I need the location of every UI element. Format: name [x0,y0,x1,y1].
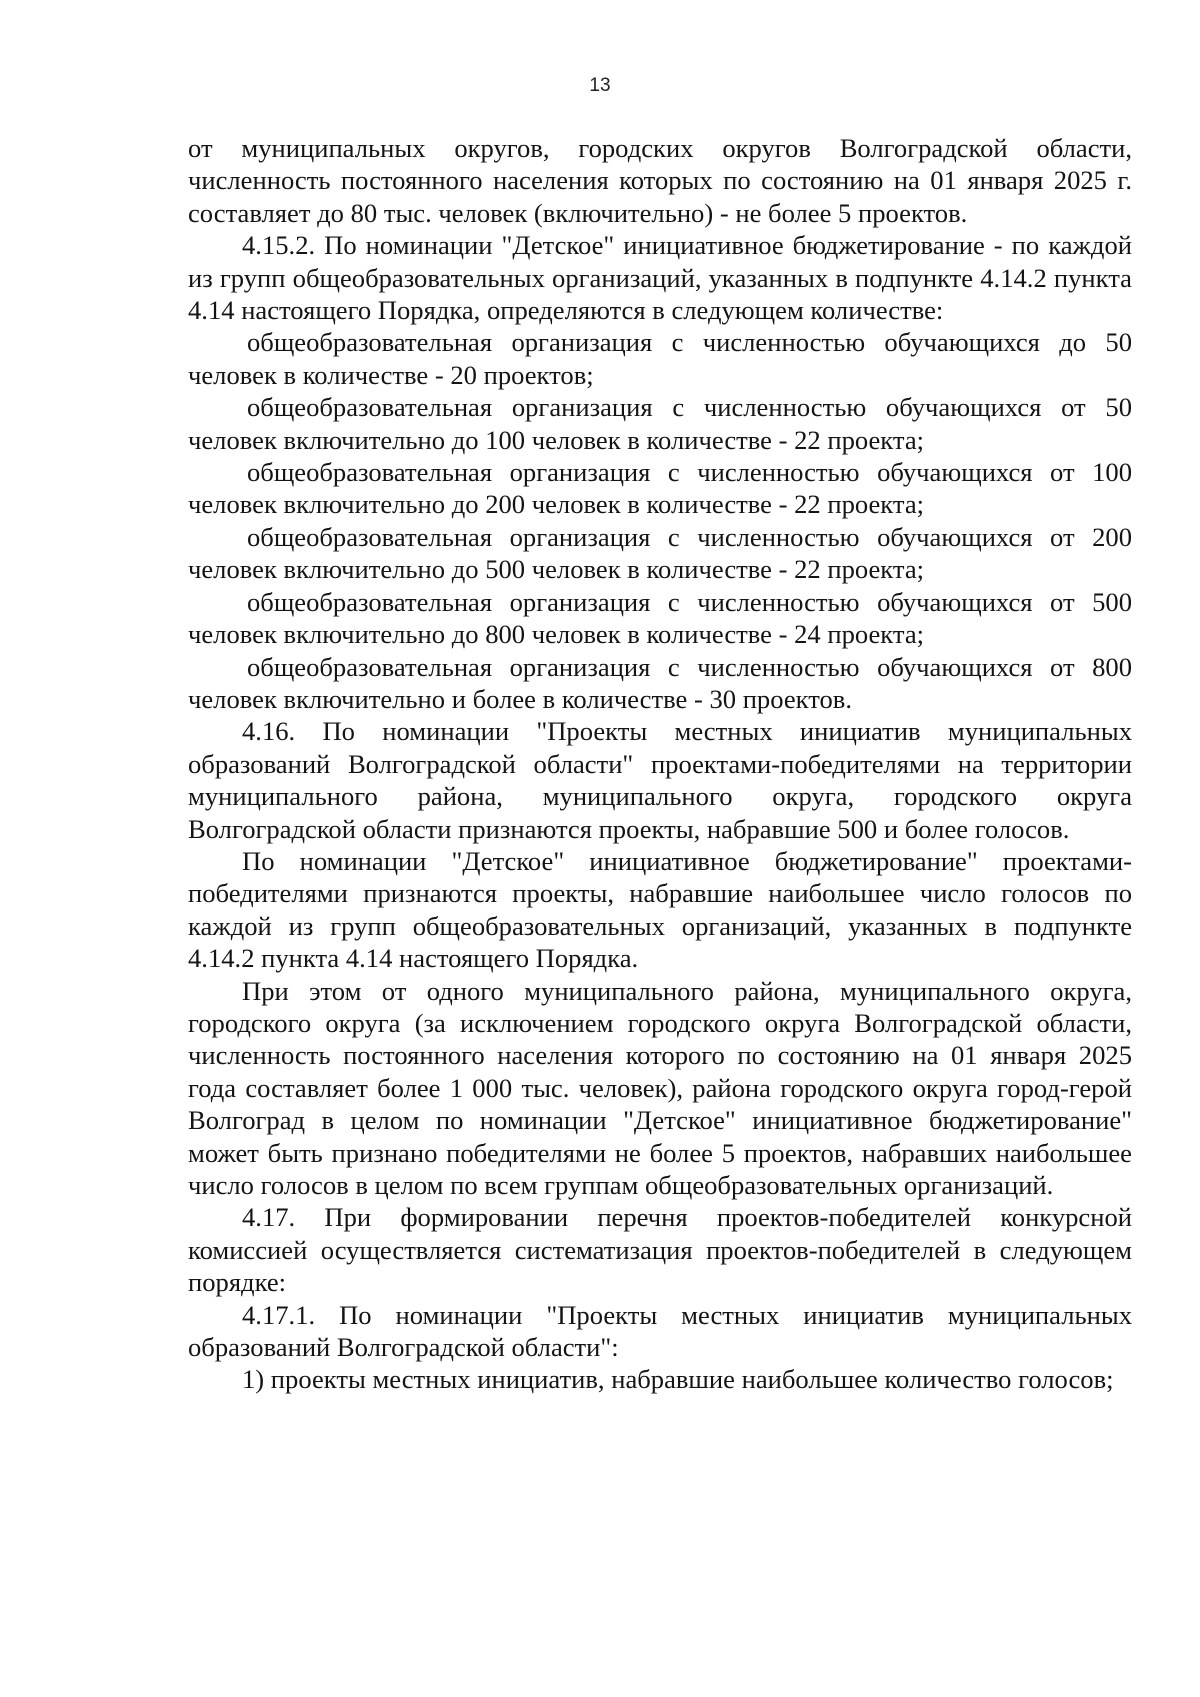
paragraph-continuation: от муниципальных округов, городских округов Волгоградской области, численность постоянного населения которых по состоянию на 01 января 2025 г. составляет до 80 тыс. человек (включительно) - не более 5 проектов. [188,133,1132,228]
list-item-100-to-200: общеобразовательная организация с численностью обучающихся от 100 человек включительно до 200 человек в количестве - 22 проекта; [188,457,1132,520]
paragraph-4-15-2: 4.15.2. По номинации "Детское" инициативное бюджетирование - по каждой из групп общеобразовательных организаций, указанных в подпункте 4.14.2 пункта 4.14 настоящего Порядка, определяются в следующем количестве: [188,230,1132,326]
paragraph-4-17-1: 4.17.1. По номинации "Проекты местных инициатив муниципальных образований Волгоградской области": [188,1299,1132,1363]
list-item-800-and-more: общеобразовательная организация с численностью обучающихся от 800 человек включительно и более в количестве - 30 проектов. [188,651,1132,714]
paragraph-item-1: 1) проекты местных инициатив, набравшие наибольшее количество голосов; [242,1364,1114,1395]
list-item-50-to-100: общеобразовательная организация с численностью обучающихся от 50 человек включительно до 100 человек в количестве - 22 проекта; [188,392,1132,455]
paragraph-4-16: 4.16. По номинации "Проекты местных инициатив муниципальных образований Волгоградской области" проектами-победителями на территории муниципального района, муниципального округа, городского округа Волгоградской области признаются проекты, набравшие 500 и более голосов. [188,716,1132,844]
document-body [188,132,1132,1396]
paragraph-childrens-nomination: По номинации "Детское" инициативное бюджетирование" проектами-победителями признаются проекты, набравшие наибольшее число голосов по каждой из групп общеобразовательных организаций, указанных в подпункте 4.14.2 пункта 4.14 настоящего Порядка. [188,845,1132,974]
paragraph-limit-per-district: При этом от одного муниципального района, муниципального округа, городского округа (за исключением городского округа Волгоградской области, численность постоянного населения которого по состоянию на 01 января 2025 года составляет более 1 000 тыс. человек), района городского округа город-герой Волгоград в целом по номинации "Детское" инициативное бюджетирование" может быть признано победителями не более 5 проектов, набравших наибольшее число голосов в целом по всем группам общеобразовательных организаций. [188,975,1132,1200]
paragraph-4-17: 4.17. При формировании перечня проектов-победителей конкурсной комиссией осуществляется систематизация проектов-победителей в следующем порядке: [188,1202,1132,1298]
page-number: 13 [589,75,611,96]
list-item-up-to-50: общеобразовательная организация с численностью обучающихся до 50 человек в количестве - 20 проектов; [188,327,1132,390]
list-item-200-to-500: общеобразовательная организация с численностью обучающихся от 200 человек включительно до 500 человек в количестве - 22 проекта; [188,521,1132,585]
list-item-500-to-800: общеобразовательная организация с численностью обучающихся от 500 человек включительно до 800 человек в количестве - 24 проекта; [188,586,1132,650]
